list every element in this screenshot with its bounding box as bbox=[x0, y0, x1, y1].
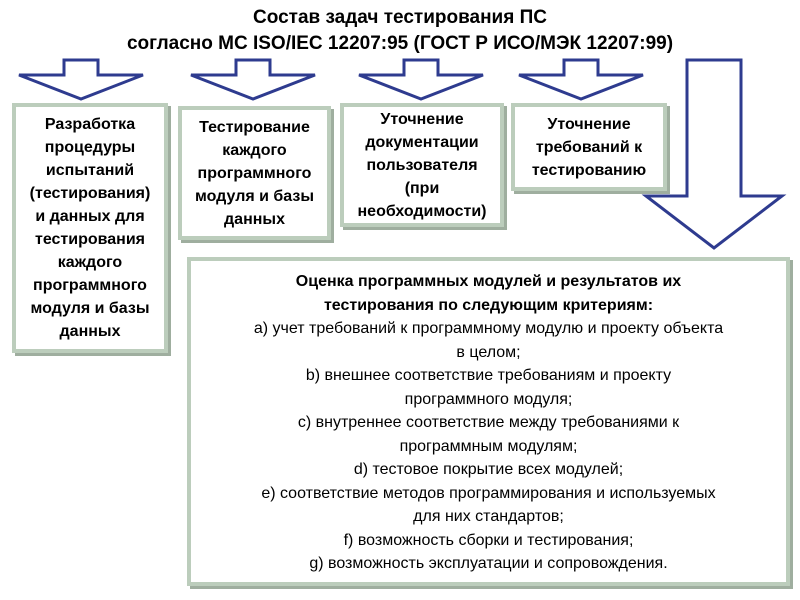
criterion-e-line-1: e) соответствие методов программирования и используемых bbox=[261, 484, 716, 502]
text-line: (при bbox=[404, 179, 440, 197]
text-line: модуля и базы bbox=[30, 300, 150, 317]
assessment-heading-line-1: Оценка программных модулей и результатов их bbox=[295, 273, 682, 290]
criterion-a-line-2: в целом; bbox=[456, 343, 521, 361]
down-arrow-1 bbox=[19, 60, 143, 99]
task-box-test-procedure bbox=[12, 103, 168, 353]
assessment-criteria-box bbox=[187, 257, 790, 586]
task-box-test-requirements bbox=[511, 103, 667, 191]
text-line: процедуры bbox=[44, 139, 136, 156]
task-box-text bbox=[358, 108, 487, 223]
text-line: испытаний bbox=[45, 162, 135, 179]
criterion-f: f) возможность сборки и тестирования; bbox=[343, 531, 634, 549]
text-line: данных bbox=[224, 210, 285, 228]
text-line: Разработка bbox=[44, 116, 136, 133]
text-line: тестирования bbox=[35, 231, 145, 248]
criterion-e-line-2: для них стандартов; bbox=[413, 508, 564, 525]
text-line: необходимости) bbox=[357, 202, 487, 220]
criterion-a-line-1: a) учет требований к программному модулю и проекту объекта bbox=[253, 320, 724, 337]
text-line: модуля и базы bbox=[194, 187, 315, 205]
text-line: (тестирования) bbox=[29, 185, 151, 202]
text-line: пользователя bbox=[366, 156, 478, 174]
text-line: и данных для bbox=[35, 208, 145, 225]
text-line: каждого bbox=[57, 254, 123, 271]
criterion-c-line-1: c) внутреннее соответствие между требованиями к bbox=[297, 414, 680, 431]
diagram-title-line-2: согласно МС ISO/IEC 12207:95 (ГОСТ Р ИСО/МЭК 12207:99) bbox=[126, 33, 674, 54]
criterion-g: g) возможность эксплуатации и сопровождения. bbox=[309, 555, 668, 572]
text-line: программного bbox=[197, 164, 312, 182]
text-line: каждого bbox=[222, 141, 287, 159]
text-line: Тестирование bbox=[199, 118, 310, 136]
text-line: документации bbox=[365, 133, 479, 151]
down-arrow-3 bbox=[359, 60, 483, 99]
criterion-c-line-2: программным модулям; bbox=[399, 437, 578, 455]
text-line: программного bbox=[33, 277, 147, 294]
task-box-text bbox=[532, 113, 646, 182]
text-line: Уточнение bbox=[380, 110, 464, 128]
criterion-b-line-2: программного модуля; bbox=[404, 390, 573, 408]
criterion-d: d) тестовое покрытие всех модулей; bbox=[353, 461, 624, 478]
assessment-heading-line-2: тестирования по следующим критериям: bbox=[323, 296, 654, 314]
task-box-user-docs bbox=[340, 103, 504, 227]
down-arrow-2 bbox=[191, 60, 315, 99]
text-line: тестированию bbox=[531, 161, 647, 179]
diagram-title-line-1: Состав задач тестирования ПС bbox=[253, 7, 547, 28]
text-line: данных bbox=[59, 323, 121, 340]
task-box-text bbox=[195, 116, 314, 231]
task-box-text bbox=[30, 113, 151, 343]
criterion-b-line-1: b) внешнее соответствие требованиям и проекту bbox=[305, 367, 672, 384]
down-arrow-4 bbox=[519, 60, 643, 99]
task-box-module-testing bbox=[178, 106, 331, 240]
text-line: Уточнение bbox=[547, 115, 631, 133]
text-line: требований к bbox=[535, 138, 643, 156]
